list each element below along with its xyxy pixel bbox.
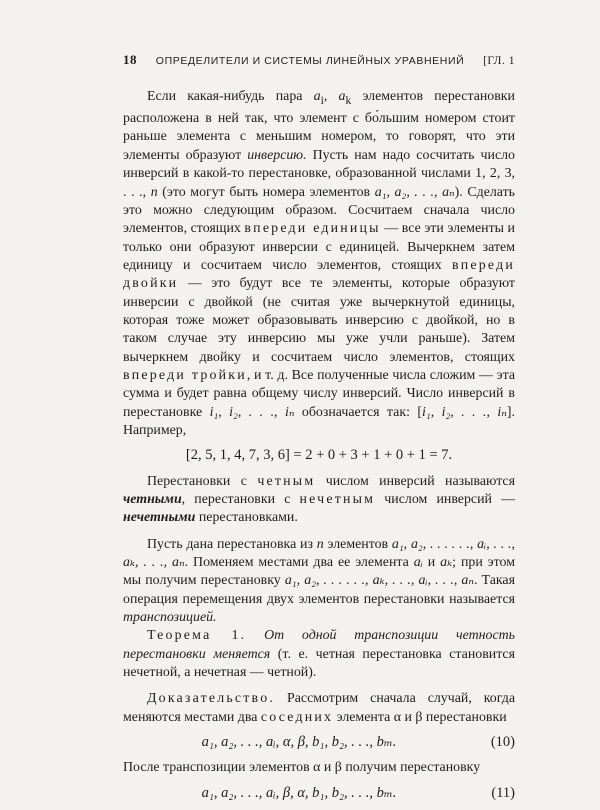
paragraph-even-odd: Перестановки с четным числом инверсий называются четными, перестановки с нечетным числом инверсий — нечетными перестановками. (123, 473, 515, 526)
term-transposition: транспозицией. (123, 610, 217, 626)
theorem-1: Теорема 1. От одной транспозиции четность перестановки меняется (т. е. четная перестановка становится нечетной, а нечетная — четной). (123, 628, 515, 681)
paragraph-after-transposition: После транспозиции элементов α и β получим перестановку (123, 760, 481, 776)
term-inversion: инверсию. (247, 147, 307, 163)
running-header (123, 52, 515, 68)
chapter-marker: [ГЛ. 1 (483, 55, 515, 67)
term-even: четными (123, 492, 182, 507)
formula-11: a₁, a₂, . . ., aᵢ, β, α, b₁, b₂, . . ., bₘ. (11) (201, 784, 515, 801)
formula-11-number: (11) (491, 784, 515, 801)
proof-paragraph: Доказательство. Рассмотрим сначала случай, когда меняются местами два соседних элемента α и β перестановки (123, 691, 515, 725)
example-formula: [2, 5, 1, 4, 7, 3, 6] = 2 + 0 + 3 + 1 + 0 + 1 = 7. (185, 447, 453, 464)
paragraph-transposition: Пусть дана перестановка из n элементов a₁, a₂, . . . . . ., aᵢ, . . ., aₖ, . . ., aₙ. Поменяем местами два ее элемента aᵢ и aₖ; при этом мы получим перестановку a₁, a₂, . . . . . ., aₖ, . . ., aᵢ, . . ., aₙ. Такая операция перемещения двух элементов перестановки называется транспозицией. (123, 536, 516, 626)
term-odd: нечетными (123, 510, 196, 526)
running-title: ОПРЕДЕЛИТЕЛИ И СИСТЕМЫ ЛИНЕЙНЫХ УРАВНЕНИЙ (155, 55, 465, 67)
page-text (123, 88, 515, 810)
formula-10: a₁, a₂, . . ., aᵢ, α, β, b₁, b₂, . . ., bₘ. (10) (201, 734, 515, 751)
proof-label: Доказательство. (147, 691, 276, 707)
paragraph-inversions: Если какая-нибудь пара $a_i$, $a_k$ элементов перестановки расположена в ней так, что элемент с бо́льшим номером стоит раньше элемента с меньшим номером, то говорят, что эти элементы образуют инверсию. Пусть нам надо сосчитать число инверсий в какой-то перестановке, образованной числами 1, 2, 3, . . ., n (это могут быть номера элементов a₁, a₂, . . ., aₙ). Сделать это можно следующим образом. Сосчитаем сначала число элементов, стоящих впереди единицы — все эти элементы и только они образуют инверсии с единицей. Вычеркнем затем единицу и сосчитаем число элементов, стоящих впереди двойки — это будут все те элементы, которые образуют инверсии с двойкой (не считая уже вычеркнутой единицы, которая тоже может образовывать инверсию с двойкой, но в таком случае эту инверсию мы уже учли раньше). Затем вычеркнем двойку и сосчитаем число элементов, стоящих впереди тройки, и т. д. Все полученные числа сложим — эта сумма и будет равна общему числу инверсий. Число инверсий в перестановке i₁, i₂, . . ., iₙ обозначается так: [i₁, i₂, . . ., iₙ]. Например, (123, 89, 516, 438)
page-number: 18 (123, 52, 137, 67)
theorem-label: Теорема 1. (147, 628, 247, 644)
formula-10-number: (10) (490, 734, 515, 751)
